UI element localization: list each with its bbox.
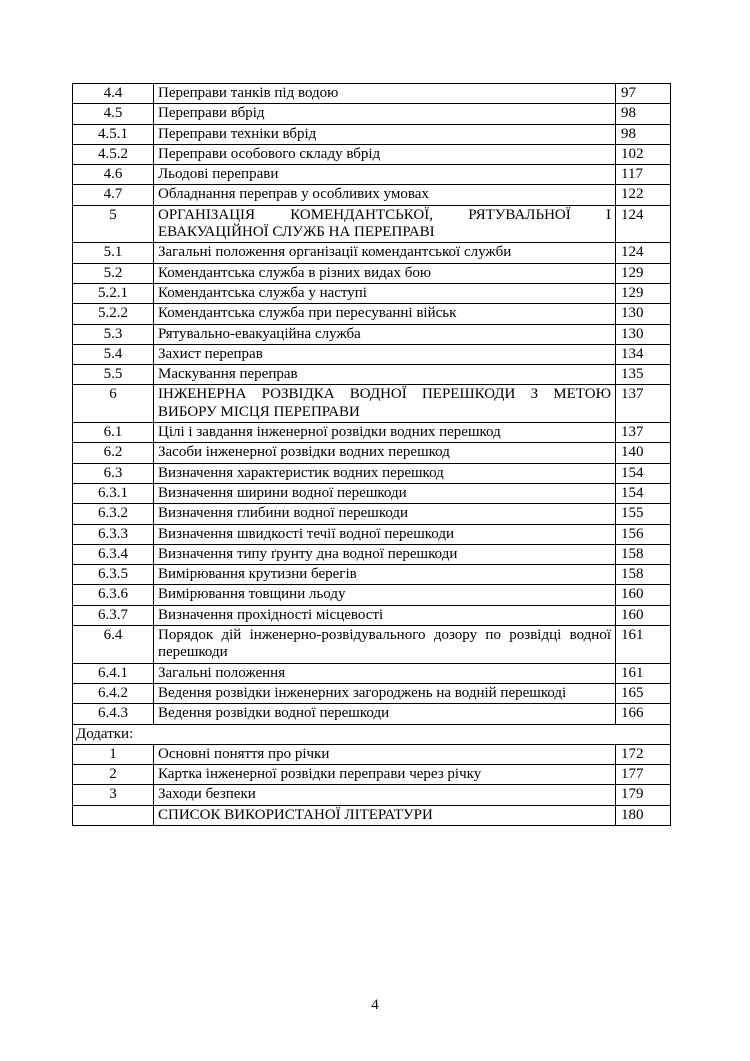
toc-page-number: 117 <box>616 165 671 185</box>
toc-page-number: 124 <box>616 243 671 263</box>
toc-section-number: 5.5 <box>73 365 154 385</box>
toc-section-number: 6.3.7 <box>73 605 154 625</box>
toc-section-title: Визначення характеристик водних перешкод <box>154 463 616 483</box>
toc-page-number: 158 <box>616 544 671 564</box>
toc-section-number: 4.5.2 <box>73 144 154 164</box>
toc-section-title: Комендантська служба в різних видах бою <box>154 263 616 283</box>
toc-section-title: Переправи вбрід <box>154 104 616 124</box>
toc-page-number: 124 <box>616 205 671 243</box>
toc-row <box>73 205 671 243</box>
toc-row <box>73 263 671 283</box>
toc-section-number: 4.5 <box>73 104 154 124</box>
toc-appendix-header-row <box>73 724 671 744</box>
toc-section-number: 6.4.1 <box>73 663 154 683</box>
toc-row <box>73 626 671 664</box>
toc-row <box>73 423 671 443</box>
toc-row <box>73 544 671 564</box>
toc-page-number: 158 <box>616 565 671 585</box>
toc-page-number: 98 <box>616 124 671 144</box>
toc-section-title: Вимірювання товщини льоду <box>154 585 616 605</box>
toc-row <box>73 324 671 344</box>
toc-section-number: 6.3.3 <box>73 524 154 544</box>
toc-section-title: Переправи техніки вбрід <box>154 124 616 144</box>
toc-row <box>73 805 671 825</box>
toc-row <box>73 744 671 764</box>
toc-section-number: 6.4 <box>73 626 154 664</box>
toc-section-title: Визначення швидкості течії водної перешкоди <box>154 524 616 544</box>
toc-section-title: Комендантська служба при пересуванні військ <box>154 304 616 324</box>
toc-row <box>73 84 671 104</box>
toc-body <box>73 84 671 826</box>
toc-section-title: Загальні положення організації комендантської служби <box>154 243 616 263</box>
toc-row <box>73 765 671 785</box>
toc-section-number: 6.3.5 <box>73 565 154 585</box>
toc-section-number: 4.6 <box>73 165 154 185</box>
toc-row <box>73 385 671 423</box>
toc-row <box>73 504 671 524</box>
toc-section-number: 5.2 <box>73 263 154 283</box>
toc-page-number: 102 <box>616 144 671 164</box>
toc-page-number: 130 <box>616 324 671 344</box>
toc-page-number: 154 <box>616 483 671 503</box>
toc-section-title: Ведення розвідки водної перешкоди <box>154 704 616 724</box>
toc-row <box>73 144 671 164</box>
toc-section-number: 5.2.2 <box>73 304 154 324</box>
toc-section-number: 6.3.4 <box>73 544 154 564</box>
toc-page-number: 180 <box>616 805 671 825</box>
toc-row <box>73 365 671 385</box>
toc-section-title: Визначення ширини водної перешкоди <box>154 483 616 503</box>
toc-section-title: Вимірювання крутизни берегів <box>154 565 616 585</box>
toc-section-number: 5.2.1 <box>73 283 154 303</box>
toc-page-number: 137 <box>616 423 671 443</box>
toc-section-number <box>73 805 154 825</box>
toc-section-title: Картка інженерної розвідки переправи через річку <box>154 765 616 785</box>
toc-section-title: Цілі і завдання інженерної розвідки водних перешкод <box>154 423 616 443</box>
toc-section-number: 6.3 <box>73 463 154 483</box>
toc-page-number: 156 <box>616 524 671 544</box>
toc-section-number: 5.3 <box>73 324 154 344</box>
toc-page-number: 179 <box>616 785 671 805</box>
toc-page-number: 160 <box>616 605 671 625</box>
toc-section-title: Загальні положення <box>154 663 616 683</box>
toc-page-number: 154 <box>616 463 671 483</box>
toc-page-number: 160 <box>616 585 671 605</box>
toc-section-number: 5.4 <box>73 344 154 364</box>
toc-section-title: Комендантська служба у наступі <box>154 283 616 303</box>
toc-section-title: ОРГАНІЗАЦІЯ КОМЕНДАНТСЬКОЇ, РЯТУВАЛЬНОЇ І ЕВАКУАЦІЙНОЇ СЛУЖБ НА ПЕРЕПРАВІ <box>154 205 616 243</box>
toc-section-number: 6.3.1 <box>73 483 154 503</box>
toc-section-number: 2 <box>73 765 154 785</box>
toc-section-number: 6.1 <box>73 423 154 443</box>
toc-row <box>73 344 671 364</box>
toc-section-title: Заходи безпеки <box>154 785 616 805</box>
toc-section-title: Переправи танків під водою <box>154 84 616 104</box>
toc-row <box>73 443 671 463</box>
toc-row <box>73 283 671 303</box>
toc-page-number: 161 <box>616 663 671 683</box>
toc-page-number: 129 <box>616 263 671 283</box>
toc-page-number: 98 <box>616 104 671 124</box>
toc-section-number: 6.4.3 <box>73 704 154 724</box>
toc-page-number: 135 <box>616 365 671 385</box>
toc-section-number: 4.4 <box>73 84 154 104</box>
toc-row <box>73 605 671 625</box>
toc-page-number: 155 <box>616 504 671 524</box>
toc-row <box>73 585 671 605</box>
page-number: 4 <box>371 997 379 1013</box>
toc-row <box>73 565 671 585</box>
toc-page-number: 122 <box>616 185 671 205</box>
toc-section-title: Льодові переправи <box>154 165 616 185</box>
toc-section-title: Ведення розвідки інженерних загороджень на водній перешкоді <box>154 683 616 703</box>
toc-section-number: 6.2 <box>73 443 154 463</box>
toc-section-number: 5.1 <box>73 243 154 263</box>
toc-row <box>73 663 671 683</box>
toc-row <box>73 483 671 503</box>
toc-section-title: Рятувально-евакуаційна служба <box>154 324 616 344</box>
toc-section-title: ІНЖЕНЕРНА РОЗВІДКА ВОДНОЇ ПЕРЕШКОДИ З МЕТОЮ ВИБОРУ МІСЦЯ ПЕРЕПРАВИ <box>154 385 616 423</box>
toc-page-number: 177 <box>616 765 671 785</box>
toc-row <box>73 243 671 263</box>
toc-page-number: 165 <box>616 683 671 703</box>
toc-section-title: СПИСОК ВИКОРИСТАНОЇ ЛІТЕРАТУРИ <box>154 805 616 825</box>
toc-page-number: 166 <box>616 704 671 724</box>
toc-section-number: 4.7 <box>73 185 154 205</box>
toc-row <box>73 704 671 724</box>
toc-section-number: 6.3.2 <box>73 504 154 524</box>
toc-row <box>73 185 671 205</box>
toc-row <box>73 104 671 124</box>
toc-row <box>73 304 671 324</box>
toc-page-number: 172 <box>616 744 671 764</box>
toc-row <box>73 785 671 805</box>
toc-page-number: 161 <box>616 626 671 664</box>
toc-row <box>73 463 671 483</box>
toc-page-number: 134 <box>616 344 671 364</box>
toc-section-title: Визначення прохідності місцевості <box>154 605 616 625</box>
toc-page-number: 130 <box>616 304 671 324</box>
toc-section-number: 6.4.2 <box>73 683 154 703</box>
toc-page-number: 129 <box>616 283 671 303</box>
toc-section-number: 4.5.1 <box>73 124 154 144</box>
toc-section-title: Обладнання переправ у особливих умовах <box>154 185 616 205</box>
toc-section-title: Переправи особового складу вбрід <box>154 144 616 164</box>
toc-appendix-label: Додатки: <box>73 724 671 744</box>
toc-row <box>73 683 671 703</box>
toc-row <box>73 165 671 185</box>
toc-section-title: Маскування переправ <box>154 365 616 385</box>
toc-section-title: Визначення глибини водної перешкоди <box>154 504 616 524</box>
toc-page-number: 97 <box>616 84 671 104</box>
toc-section-number: 3 <box>73 785 154 805</box>
toc-section-number: 1 <box>73 744 154 764</box>
toc-section-title: Основні поняття про річки <box>154 744 616 764</box>
toc-row <box>73 124 671 144</box>
toc-section-title: Визначення типу ґрунту дна водної перешкоди <box>154 544 616 564</box>
toc-page-number: 140 <box>616 443 671 463</box>
toc-section-title: Засоби інженерної розвідки водних перешкод <box>154 443 616 463</box>
toc-section-number: 5 <box>73 205 154 243</box>
toc-page-number: 137 <box>616 385 671 423</box>
toc-section-number: 6 <box>73 385 154 423</box>
toc-row <box>73 524 671 544</box>
toc-table <box>72 83 671 826</box>
toc-section-number: 6.3.6 <box>73 585 154 605</box>
toc-section-title: Порядок дій інженерно-розвідувального дозору по розвідці водної перешкоди <box>154 626 616 664</box>
toc-section-title: Захист переправ <box>154 344 616 364</box>
